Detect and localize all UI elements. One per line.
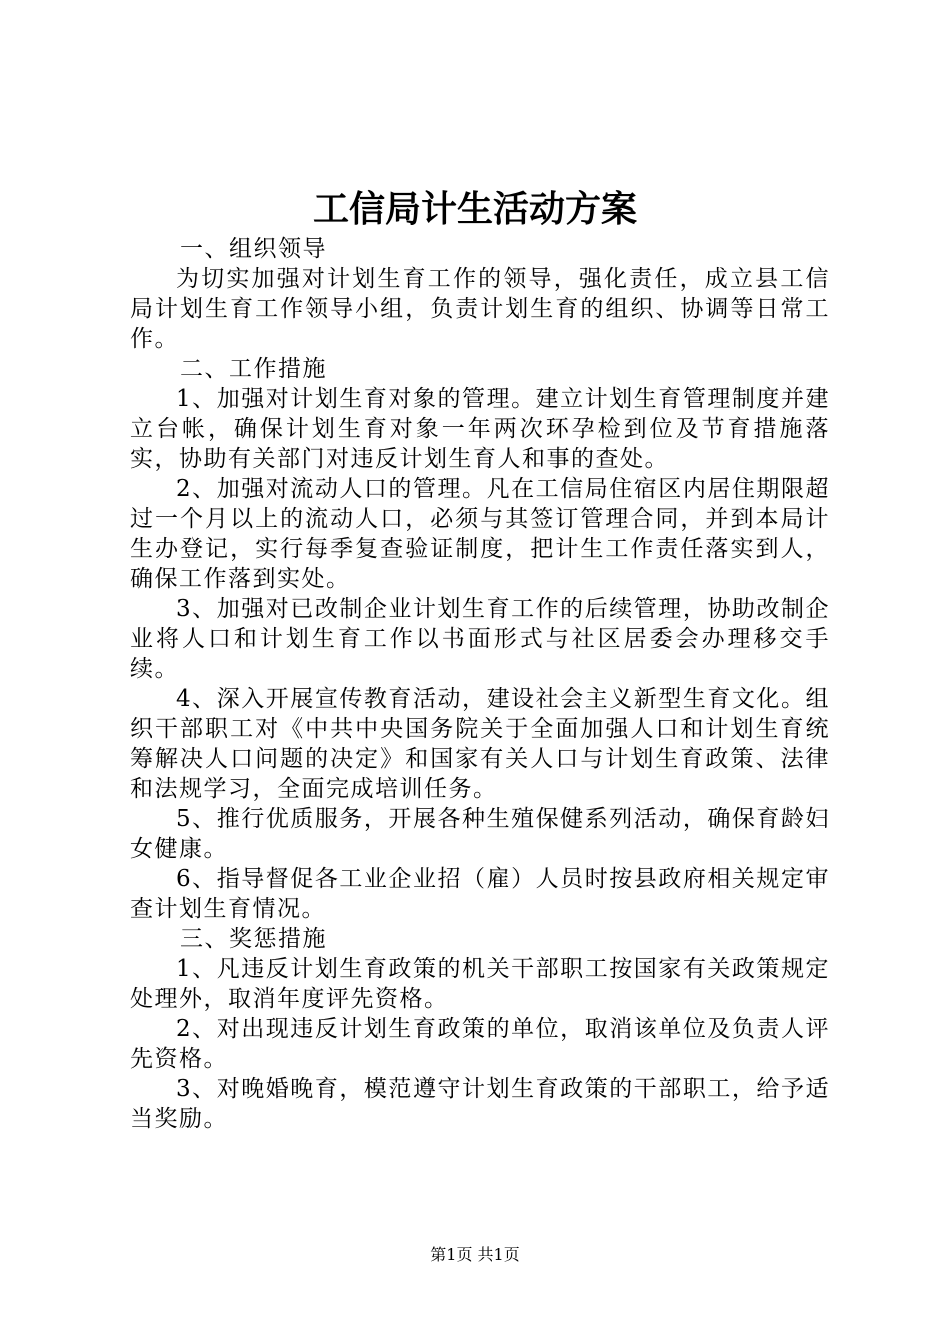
body-paragraph: 3、加强对已改制企业计划生育工作的后续管理，协助改制企业将人口和计划生育工作以书面形式与社区居委会办理移交手续。 <box>130 596 830 682</box>
section-heading: 一、组织领导 <box>180 236 327 262</box>
page-number: 第1页 共1页 <box>430 1245 520 1264</box>
body-paragraph: 2、对出现违反计划生育政策的单位，取消该单位及负责人评先资格。 <box>130 1016 830 1072</box>
body-paragraph: 4、深入开展宣传教育活动，建设社会主义新型生育文化。组织干部职工对《中共中央国务院关于全面加强人口和计划生育统筹解决人口问题的决定》和国家有关人口与计划生育政策、法律和法规学习，全面完成培训任务。 <box>130 686 830 802</box>
body-paragraph: 1、加强对计划生育对象的管理。建立计划生育管理制度并建立台帐，确保计划生育对象一年两次环孕检到位及节育措施落实，协助有关部门对违反计划生育人和事的查处。 <box>130 386 830 472</box>
document-body <box>130 234 830 1134</box>
document-title: 工信局计生活动方案 <box>312 188 637 230</box>
body-paragraph: 5、推行优质服务，开展各种生殖保健系列活动，确保育龄妇女健康。 <box>130 806 830 862</box>
section-heading: 二、工作措施 <box>180 356 327 382</box>
body-paragraph: 6、指导督促各工业企业招（雇）人员时按县政府相关规定审查计划生育情况。 <box>130 866 830 922</box>
body-paragraph: 3、对晚婚晚育，模范遵守计划生育政策的干部职工，给予适当奖励。 <box>130 1076 830 1132</box>
page-footer <box>0 1244 950 1266</box>
body-paragraph: 2、加强对流动人口的管理。凡在工信局住宿区内居住期限超过一个月以上的流动人口，必须与其签订管理合同，并到本局计生办登记，实行每季复查验证制度，把计生工作责任落实到人，确保工作落到实处。 <box>130 476 830 592</box>
body-paragraph: 1、凡违反计划生育政策的机关干部职工按国家有关政策规定处理外，取消年度评先资格。 <box>130 956 830 1012</box>
body-paragraph: 为切实加强对计划生育工作的领导，强化责任，成立县工信局计划生育工作领导小组，负责计划生育的组织、协调等日常工作。 <box>130 266 830 352</box>
section-heading: 三、奖惩措施 <box>180 926 327 952</box>
